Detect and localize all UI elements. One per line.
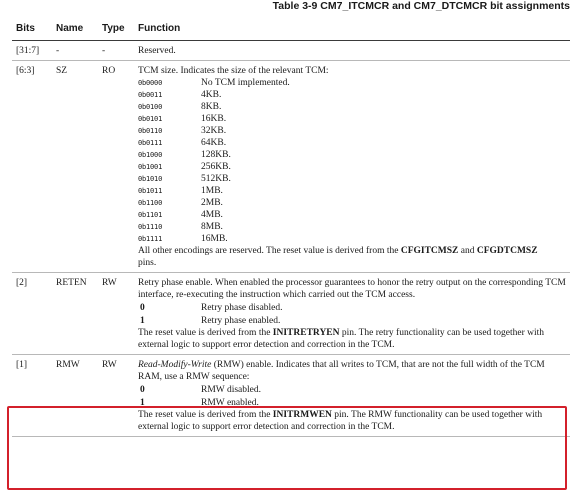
option-value: RMW enabled. [201,397,259,408]
cell-function [134,355,570,437]
encoding-code: 0b0111 [138,139,163,147]
encoding-code: 0b1001 [138,163,163,171]
encoding-row [138,221,566,233]
cell-function: Reserved. [134,41,570,61]
encoding-row [138,233,566,245]
encoding-value: 4KB. [201,90,222,100]
header-type: Type [98,18,134,41]
cell-type: RO [98,61,134,273]
header-function: Function [134,18,570,41]
encoding-row [138,113,566,125]
cell-type: RW [98,273,134,355]
encoding-row [138,185,566,197]
cell-name: - [52,41,98,61]
encoding-code: 0b0011 [138,91,163,99]
encoding-value: 16MB. [201,234,228,244]
sz-intro: TCM size. Indicates the size of the relevant TCM: [138,66,329,76]
encoding-row [138,209,566,221]
table-row-reten [12,273,570,355]
description-italic: Read-Modify-Write [138,360,212,370]
bit-assignments-table [12,18,570,437]
note-text: pin. The RMW functionality can be used together with external logic to support error detection and correction in the TCM. [138,410,543,432]
note-text: The reset value is derived from the [138,328,273,338]
encoding-row [138,197,566,209]
header-bits: Bits [12,18,52,41]
encoding-code: 0b1111 [138,235,163,243]
option-key: 1 [140,315,145,326]
option-value: RMW disabled. [201,384,261,395]
option-key: 0 [140,384,145,395]
encoding-code: 0b1101 [138,211,163,219]
signal-name: CFGITCMSZ [400,246,459,256]
description-text: (RMW) enable. Indicates that all writes to TCM, that are not the full width of the TCM RAM, use a RMW sequence: [138,360,545,382]
encoding-code: 0b1100 [138,199,163,207]
sz-note [138,245,566,269]
encoding-value: 2MB. [201,198,223,208]
cell-bits: [2] [12,273,52,355]
header-name: Name [52,18,98,41]
cell-name: RETEN [52,273,98,355]
reten-note [138,327,566,351]
cell-name: RMW [52,355,98,437]
option-row [138,314,566,327]
cell-bits: [6:3] [12,61,52,273]
option-row [138,383,566,396]
cell-bits: [1] [12,355,52,437]
reten-description: Retry phase enable. When enabled the processor guarantees to honor the retry output on the corresponding TCM interface, re-executing the instruction which carried out the TCM access. [138,278,566,300]
encoding-code: 0b0110 [138,127,163,135]
encoding-value: 128KB. [201,150,231,160]
encoding-value: 8KB. [201,102,222,112]
encoding-code: 0b1010 [138,175,163,183]
encoding-value: 512KB. [201,174,231,184]
note-text: All other encodings are reserved. The reset value is derived from the [138,246,401,256]
encoding-value: 64KB. [201,138,227,148]
encoding-row [138,137,566,149]
option-value: Retry phase enabled. [201,315,281,326]
option-key: 1 [140,397,145,408]
encoding-value: No TCM implemented. [201,78,290,88]
table-row-sz [12,61,570,273]
note-text: and [458,246,477,256]
cell-type: RW [98,355,134,437]
option-row [138,396,566,409]
encoding-code: 0b0100 [138,103,163,111]
encoding-value: 8MB. [201,222,223,232]
table-row-rmw [12,355,570,437]
note-text: pins. [138,258,157,268]
note-text: pin. The retry functionality can be used together with external logic to support error detection and correction in the TCM. [138,328,545,350]
encoding-row [138,161,566,173]
cell-name: SZ [52,61,98,273]
table-row-reserved [12,41,570,61]
encoding-value: 16KB. [201,114,227,124]
note-text: The reset value is derived from the [138,410,273,420]
signal-name: INITRMWEN [272,410,332,420]
signal-name: INITRETRYEN [272,328,340,338]
cell-type: - [98,41,134,61]
table-header-row [12,18,570,41]
encoding-row [138,173,566,185]
encoding-row [138,125,566,137]
cell-bits: [31:7] [12,41,52,61]
encoding-code: 0b1000 [138,151,163,159]
cell-function [134,61,570,273]
signal-name: CFGDTCMSZ [476,246,538,256]
encoding-list [138,77,566,245]
table-caption: Table 3-9 CM7_ITCMCR and CM7_DTCMCR bit assignments [272,0,570,12]
encoding-value: 32KB. [201,126,227,136]
encoding-value: 4MB. [201,210,223,220]
option-key: 0 [140,302,145,313]
encoding-row [138,77,566,89]
encoding-code: 0b0101 [138,115,163,123]
option-value: Retry phase disabled. [201,302,283,313]
option-row [138,301,566,314]
encoding-row [138,89,566,101]
encoding-code: 0b1011 [138,187,163,195]
cell-function [134,273,570,355]
encoding-row [138,101,566,113]
rmw-note [138,409,566,433]
encoding-value: 1MB. [201,186,223,196]
encoding-code: 0b0000 [138,79,163,87]
encoding-value: 256KB. [201,162,231,172]
encoding-code: 0b1110 [138,223,163,231]
rmw-description [138,359,566,383]
encoding-row [138,149,566,161]
